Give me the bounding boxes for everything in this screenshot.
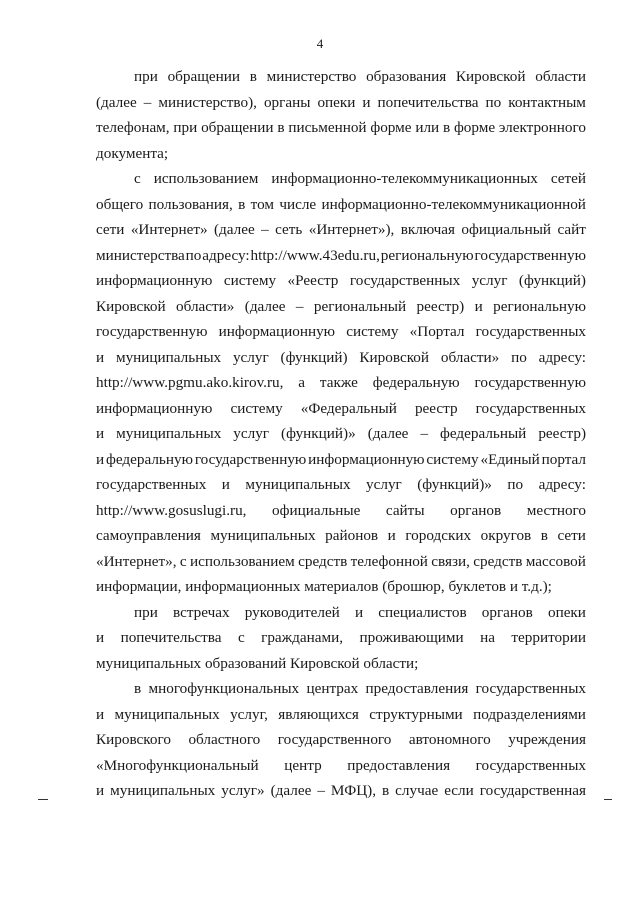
text-line: сети «Интернет» (далее – сеть «Интернет»), включая официальный сайт bbox=[96, 221, 586, 238]
text-line: http://www.gosuslugi.ru, официальные сайты органов местного bbox=[96, 501, 586, 519]
page-number: 4 bbox=[316, 36, 324, 51]
text-line: общего пользования, в том числе информационно-телекоммуникационной bbox=[96, 195, 586, 213]
text-line: информации, информационных материалов (брошюр, буклетов и т.д.); bbox=[96, 578, 552, 595]
text-line: Кировского областного государственного автономного учреждения bbox=[96, 731, 586, 748]
text-line: «Многофункциональный центр предоставления государственных bbox=[96, 756, 586, 774]
text-line: государственную информационную систему «Портал государственных bbox=[96, 323, 586, 340]
text-line: самоуправления муниципальных районов и городских округов в сети bbox=[96, 527, 586, 544]
text-line: (далее – министерство), органы опеки и попечительства по контактным bbox=[96, 93, 586, 111]
text-line: информационную систему «Реестр государственных услуг (функций) bbox=[96, 272, 586, 289]
text-line: в многофункциональных центрах предоставления государственных bbox=[134, 680, 586, 697]
paragraph bbox=[96, 676, 586, 804]
text-line: «Интернет», с использованием средств телефонной связи, средств массовой bbox=[96, 552, 586, 570]
paragraph bbox=[96, 166, 586, 600]
margin-mark-right bbox=[604, 799, 612, 800]
text-line: и попечительства с гражданами, проживающими на территории bbox=[96, 629, 586, 646]
text-line: и федеральную государственную информационную систему «Единый портал bbox=[96, 450, 586, 468]
text-line: и муниципальных услуг, являющихся структурными подразделениями bbox=[96, 705, 586, 723]
paragraph bbox=[96, 600, 586, 677]
text-line: с использованием информационно-телекоммуникационных сетей bbox=[134, 170, 586, 187]
text-line: информационную систему «Федеральный реестр государственных bbox=[96, 399, 586, 417]
text-line: документа; bbox=[96, 144, 169, 162]
text-line: при обращении в министерство образования Кировской области bbox=[134, 68, 586, 85]
text-line: и муниципальных услуг» (далее – МФЦ), в случае если государственная bbox=[96, 782, 586, 799]
text-line: при встречах руководителей и специалистов органов опеки bbox=[134, 603, 586, 621]
paragraph bbox=[96, 64, 586, 166]
text-line: и муниципальных услуг (функций) Кировской области» по адресу: bbox=[96, 348, 586, 366]
text-line: http://www.pgmu.ako.kirov.ru, а также федеральную государственную bbox=[96, 374, 586, 391]
text-line: Кировской области» (далее – региональный реестр) и региональную bbox=[96, 297, 586, 315]
text-line: телефонам, при обращении в письменной форме или в форме электронного bbox=[96, 119, 586, 136]
margin-mark-left bbox=[38, 799, 48, 800]
text-line: министерства по адресу: http://www.43edu.ru, региональную государственную bbox=[96, 246, 586, 264]
document-body bbox=[96, 64, 586, 804]
text-line: муниципальных образований Кировской области; bbox=[96, 654, 419, 672]
text-line: государственных и муниципальных услуг (функций)» по адресу: bbox=[96, 476, 586, 493]
text-line: и муниципальных услуг (функций)» (далее – федеральный реестр) bbox=[96, 425, 586, 442]
